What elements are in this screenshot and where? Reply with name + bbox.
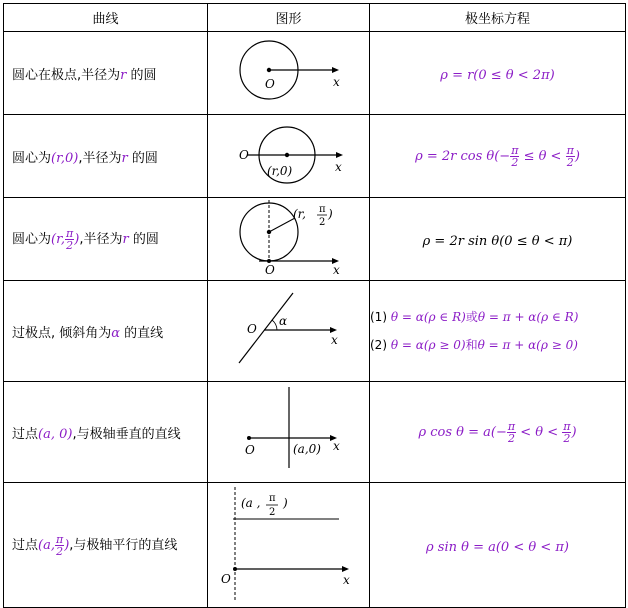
equation-cell: [370, 198, 626, 281]
polar-equation: [415, 143, 580, 169]
polar-equation: θ = α(ρ ≥ 0): [390, 338, 466, 352]
desc-point: (r,0): [51, 150, 79, 166]
polar-equation: θ = π + α(ρ ≥ 0): [477, 338, 578, 352]
polar-equation: ρ = r(0 ≤ θ < 2π): [440, 67, 555, 83]
desc-text: 的圆: [128, 231, 159, 247]
origin-label: O: [244, 443, 255, 457]
header-equation: 极坐标方程: [370, 4, 626, 32]
desc-text: 的圆: [127, 150, 158, 166]
figure-cell: [208, 32, 370, 115]
eq-part: ρ cos θ = a(−: [418, 424, 507, 440]
curve-desc: [4, 281, 208, 382]
desc-text: ,与极轴垂直的直线: [72, 426, 181, 442]
point-label: ): [282, 496, 288, 510]
fraction: [507, 421, 516, 444]
table-row: [4, 483, 626, 608]
curve-desc: [4, 198, 208, 281]
center-label: (r,0): [266, 164, 292, 178]
origin-label: O: [220, 572, 231, 586]
desc-text: 圆心为: [12, 150, 52, 166]
origin-label: O: [264, 263, 275, 276]
axis-label: x: [334, 160, 342, 174]
origin-label: O: [246, 322, 257, 336]
numerator: π: [55, 532, 64, 546]
circle-center-r-pi2-figure: [209, 198, 369, 276]
numerator: π: [511, 143, 519, 157]
desc-text: ,与极轴平行的直线: [69, 537, 178, 553]
polar-equation: θ = α(ρ ∈ R): [390, 310, 466, 324]
point-label: (a ,: [240, 496, 260, 510]
figure-cell: [208, 281, 370, 382]
desc-text: 过极点, 倾斜角为: [12, 325, 112, 341]
curve-desc: [4, 115, 208, 198]
eq-number: (2): [370, 338, 387, 352]
numerator: π: [563, 419, 571, 433]
axis-label: x: [342, 573, 350, 587]
equation-cell: [370, 115, 626, 198]
pt-part: ): [74, 231, 80, 247]
polar-equation: θ = π + α(ρ ∈ R): [477, 310, 579, 324]
point-label: (a,0): [292, 442, 321, 456]
desc-point: (a, 0): [38, 426, 73, 442]
desc-text: 过点: [12, 537, 39, 553]
desc-var: α: [111, 325, 121, 341]
polar-equation: ρ = 2r sin θ(0 ≤ θ < π): [422, 233, 573, 249]
eq-number: (1): [370, 310, 387, 324]
denominator: 2: [56, 544, 64, 558]
origin-label: O: [238, 148, 249, 162]
polar-equation-table: [3, 3, 626, 608]
fraction: [65, 228, 74, 251]
eq-part: ): [571, 424, 577, 440]
fraction: [55, 534, 64, 557]
eq-part: < θ <: [516, 424, 563, 440]
equation-cell: [370, 281, 626, 382]
eq-part: ≤ θ <: [519, 148, 566, 164]
figure-cell: [208, 198, 370, 281]
denominator: 2: [511, 155, 519, 169]
equation-cell: [370, 382, 626, 483]
equation-line: [370, 331, 625, 359]
horizontal-line-figure: [209, 483, 369, 603]
eq-conj: 和: [465, 338, 478, 352]
desc-text: ,半径为: [78, 150, 122, 166]
center-label: ): [327, 207, 333, 221]
numerator: π: [566, 143, 574, 157]
axis-label: x: [332, 439, 340, 453]
curve-desc: [4, 483, 208, 608]
desc-var: r: [120, 67, 127, 83]
desc-text: 圆心为: [12, 231, 52, 247]
curve-desc: [4, 32, 208, 115]
pt-part: (a,: [38, 537, 55, 553]
equation-line: [370, 303, 625, 331]
denominator: 2: [566, 155, 574, 169]
eq-part: ρ = 2r cos θ(−: [415, 148, 511, 164]
header-figure: 图形: [208, 4, 370, 32]
vertical-line-figure: [209, 382, 369, 478]
denominator: 2: [563, 431, 571, 445]
polar-equation: [418, 419, 577, 445]
numerator: π: [507, 419, 516, 433]
desc-var: r: [122, 231, 129, 247]
equation-cell: [370, 32, 626, 115]
table-row: [4, 382, 626, 483]
denominator: 2: [318, 217, 325, 228]
axis-label: x: [332, 75, 340, 89]
polar-equation: ρ sin θ = a(0 < θ < π): [426, 539, 569, 555]
figure-cell: [208, 115, 370, 198]
center-label: (r,: [292, 207, 306, 221]
desc-text: 圆心在极点,半径为: [12, 67, 121, 83]
denominator: 2: [66, 238, 74, 252]
origin-label: O: [264, 77, 275, 91]
line-through-pole-figure: [209, 281, 369, 377]
numerator: π: [268, 493, 276, 504]
pt-part: ): [64, 537, 70, 553]
eq-part: ): [574, 148, 580, 164]
desc-text: 的直线: [120, 325, 164, 341]
axis-label: x: [330, 333, 338, 347]
table-row: [4, 115, 626, 198]
table-row: [4, 32, 626, 115]
figure-cell: [208, 483, 370, 608]
header-row: [4, 4, 626, 32]
axis-label: x: [332, 263, 340, 276]
angle-label: α: [278, 314, 287, 328]
denominator: 2: [268, 507, 275, 518]
table-row: [4, 198, 626, 281]
desc-text: 的圆: [126, 67, 157, 83]
table-row: [4, 281, 626, 382]
desc-var: r: [121, 150, 128, 166]
desc-point: [51, 226, 80, 252]
header-curve: 曲线: [4, 4, 208, 32]
circle-at-pole-figure: [209, 32, 369, 110]
curve-desc: [4, 382, 208, 483]
desc-point: [38, 532, 70, 558]
circle-center-r0-figure: [209, 115, 369, 193]
eq-conj: 或: [465, 310, 478, 324]
fraction: [566, 145, 575, 168]
desc-text: 过点: [12, 426, 39, 442]
numerator: π: [318, 204, 326, 215]
numerator: π: [66, 226, 74, 240]
figure-cell: [208, 382, 370, 483]
pt-part: (r,: [51, 231, 66, 247]
desc-text: ,半径为: [79, 231, 123, 247]
equation-cell: [370, 483, 626, 608]
denominator: 2: [507, 431, 515, 445]
